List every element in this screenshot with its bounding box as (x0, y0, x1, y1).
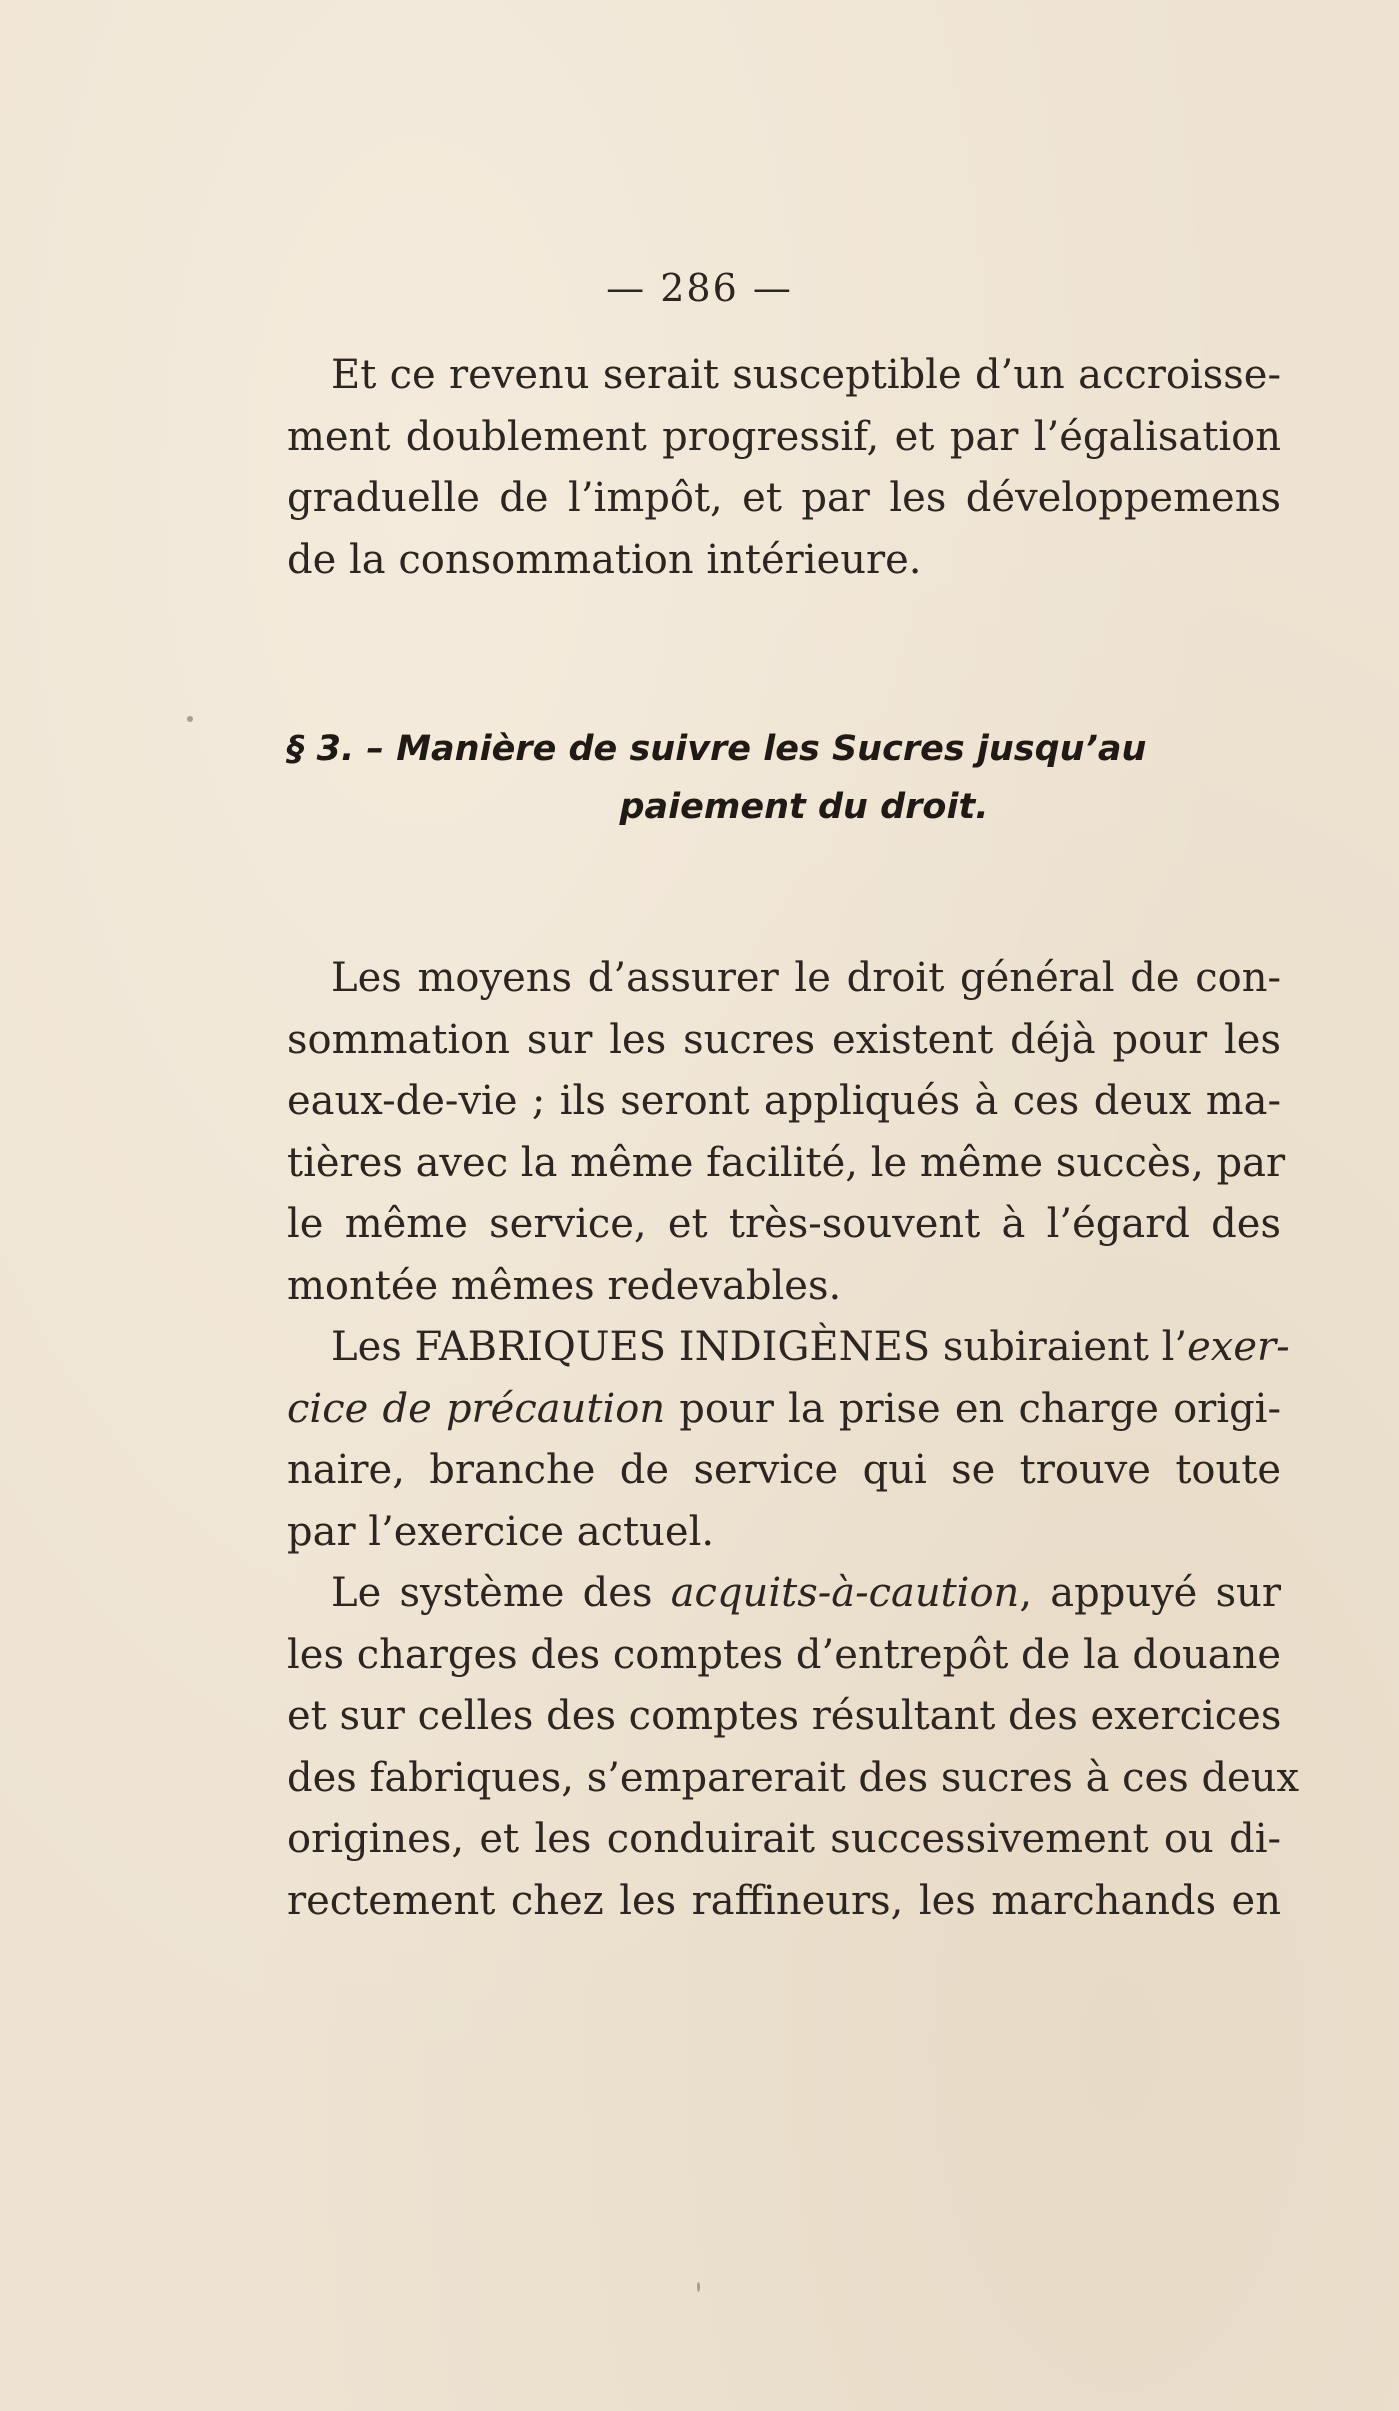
paper-speck (697, 2282, 700, 2292)
text-line: naire, branche de service qui se trouve toute (287, 1447, 1281, 1493)
text-line: de la consommation intérieure. (287, 536, 922, 583)
text-line: par l’exercice actuel. (287, 1508, 715, 1555)
text-fragment: , appuyé sur (1019, 1570, 1281, 1616)
text-line: le même service, et très-souvent à l’égard des (287, 1201, 1281, 1247)
text-line: eaux-de-vie ; ils seront appliqués à ces deux ma- (287, 1078, 1281, 1124)
text-line: Et ce revenu serait susceptible d’un accroisse- (331, 352, 1281, 398)
text-line: et sur celles des comptes résultant des exercices (287, 1693, 1282, 1739)
text-line: les charges des comptes d’entrepôt de la douane (287, 1631, 1282, 1678)
section-heading (287, 720, 1281, 836)
text-line (287, 1563, 1281, 1625)
text-line: graduelle de l’impôt, et par les développemens (287, 475, 1281, 521)
heading-line: paiement du droit. (619, 787, 989, 827)
text-line: tières avec la même facilité, le même succès, par (287, 1139, 1286, 1186)
body-text (287, 948, 1300, 1932)
text-line (287, 1379, 1281, 1441)
text-fragment: Le système des (331, 1570, 671, 1616)
heading-line: § 3. – Manière de suivre les Sucres jusqu’au (287, 729, 1147, 769)
paragraph-revenue (287, 345, 1281, 591)
text-line: Les moyens d’assurer le droit général de con- (331, 955, 1281, 1001)
text-line (287, 1317, 1290, 1379)
text-line: ment doublement progressif, et par l’égalisation (287, 413, 1281, 460)
text-line: des fabriques, s’emparerait des sucres à ces deux (287, 1754, 1300, 1801)
italic-term: cice de précaution (287, 1385, 666, 1432)
text-fragment: Les FABRIQUES INDIGÈNES subiraient l’ (331, 1324, 1188, 1370)
paper-speck (187, 716, 193, 722)
text-fragment: pour la prise en charge origi- (665, 1385, 1281, 1432)
text-line: origines, et les conduirait successivement ou di- (287, 1816, 1281, 1862)
italic-term: acquits-à-caution (670, 1570, 1020, 1616)
text-line: montée mêmes redevables. (287, 1262, 842, 1309)
page-number: — 286 — (606, 266, 793, 310)
text-line: rectement chez les raffineurs, les marchands en (287, 1877, 1281, 1924)
italic-term: exer- (1187, 1324, 1290, 1370)
text-line: sommation sur les sucres existent déjà pour les (287, 1016, 1281, 1063)
